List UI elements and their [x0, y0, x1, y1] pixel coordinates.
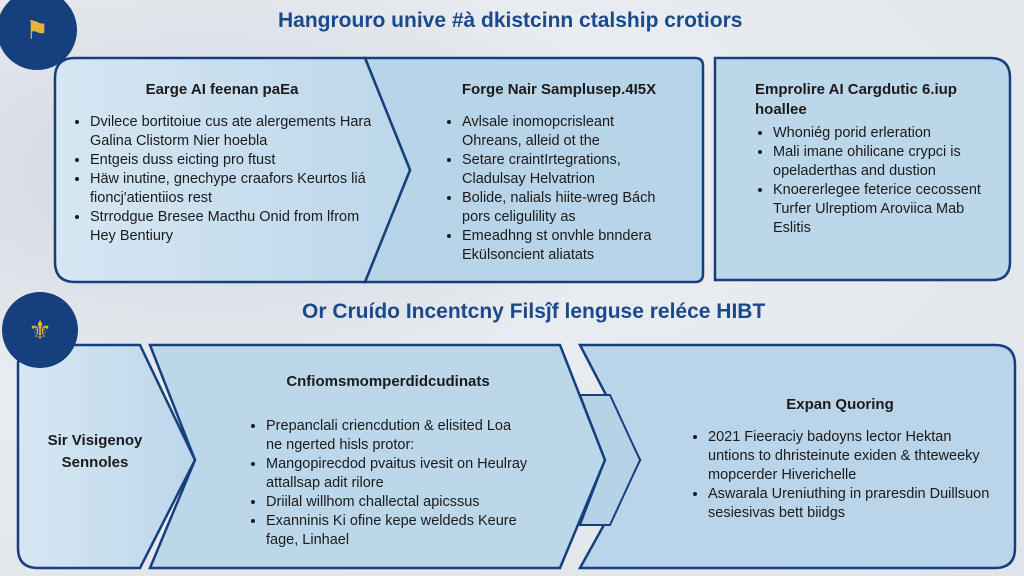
list-item: • Exanninis Ki ofine kepe weldeds Keure fage, Linhael — [266, 512, 528, 550]
card-heading: Emprolire AI Cargdutic 6.iup hoallee — [755, 81, 957, 118]
bottom-card-1 — [30, 430, 160, 488]
top-card-3 — [755, 80, 1000, 238]
bottom-card-2 — [248, 372, 528, 550]
bottom-title: Or Cruído Incentcny Filsĵf lenguse reléce HIBT — [302, 300, 766, 323]
list-item: • 2021 Fieeraciy badoyns lector Hektan untions to dhristeinute exiden & thteweeky mopcerder Hiverichelle — [708, 428, 990, 485]
card-heading: Cnfiomsmomperdidcudinats — [286, 373, 490, 390]
top-title: Hangrouro unive #à dkistcinn ctalship crotiors — [278, 9, 743, 32]
list-item: • Driilal willhom challectal apicssus — [266, 493, 528, 512]
list-item: • Avlsale inomopcrisleant Ohreans, alleid ot the — [462, 113, 674, 151]
top-card-1 — [72, 80, 372, 246]
list-item: • Mangopirecdod pvaitus ivesit on Heulray attallsap adit rilore — [266, 455, 528, 493]
emblem-logo-icon: ⚜ — [2, 292, 78, 368]
monument-logo-icon: ⚑ — [0, 0, 77, 70]
list-item: • Bolide, nalials hiite-wreg Bách pors celigulility as — [462, 189, 674, 227]
list-item: • Knoererlegee feterice cecossent Turfer Ulreptiom Aroviica Mab Eslitis — [773, 181, 1000, 238]
list-item: • Whoniég porid erleration — [773, 124, 1000, 143]
list-item: • Häw inutine, gnechype craafors Keurtos liá fioncj'atientiios rest — [90, 170, 372, 208]
list-item: • Strrodgue Bresee Macthu Onid from lfrom Hey Bentiury — [90, 208, 372, 246]
top-card-2 — [444, 80, 674, 265]
list-item: • Setare craintIrtegrations, Cladulsay Helvatrion — [462, 151, 674, 189]
card-heading: Sir Visigenoy Sennoles — [47, 432, 143, 471]
list-item: • Aswarala Ureniuthing in praresdin Duillsuon sesiesivas bett biidgs — [708, 485, 990, 523]
card-heading: Earge AI feenan paEa — [145, 81, 299, 98]
list-item: • Dvilece bortitoiue cus ate alergements Hara Galina Clistorm Nier hoebla — [90, 113, 372, 151]
list-item: • Entgeis duss eicting pro ftust — [90, 151, 372, 170]
bottom-card-3 — [690, 395, 990, 523]
list-item: • Prepanclali criencdution & elisited Loa ne ngerted hisls protor: — [266, 417, 528, 455]
card-heading: Expan Quoring — [786, 396, 894, 413]
list-item: • Emeadhng st onvhle bnndera Ekülsoncient aliatats — [462, 227, 674, 265]
list-item: • Mali imane ohilicane crypci is opeladerthas and dustion — [773, 143, 1000, 181]
card-heading: Forge Nair Samplusep.4I5X — [461, 81, 657, 98]
